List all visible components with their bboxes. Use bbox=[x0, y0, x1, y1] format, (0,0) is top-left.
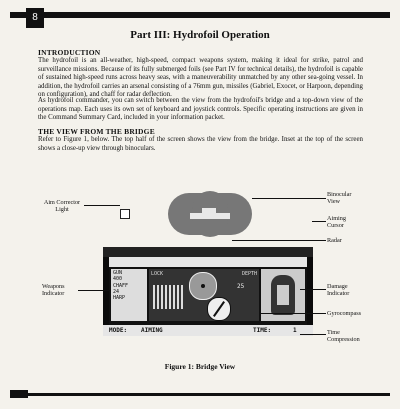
intro-paragraph-2: As hydrofoil commander, you can switch between the view from the hydrofoil's bridge and a top-down view of the operations map. Each uses its own set of keyboard and joystick controls. Specific operating instructions are given in the Command Summary Card, included in your information packet. bbox=[38, 97, 363, 122]
top-rule bbox=[10, 12, 390, 18]
label-weapons-line2: Indicator bbox=[42, 290, 65, 298]
hull-interior bbox=[277, 285, 289, 305]
label-binocular-line1: Binocular bbox=[327, 191, 352, 198]
page-number: 8 bbox=[26, 8, 44, 28]
part-title: Part III: Hydrofoil Operation bbox=[130, 29, 270, 41]
label-aiming-cursor-line1: Aiming bbox=[327, 215, 346, 222]
label-aim-corrector bbox=[40, 199, 84, 213]
horizon-view bbox=[109, 257, 307, 267]
label-gyrocompass: Gyrocompass bbox=[327, 310, 362, 317]
bridge-frame bbox=[103, 247, 313, 257]
bridge-paragraph-1: Refer to Figure 1, below. The top half of the screen shows the view from the bridge. Inset at the top of the screen shows a close-up view through binoculars. bbox=[38, 136, 363, 152]
instrument-panel bbox=[149, 269, 259, 321]
time-value: 1 bbox=[293, 327, 297, 334]
mode-value: AIMING bbox=[141, 327, 163, 334]
label-weapons-line1: Weapons bbox=[42, 283, 65, 290]
label-aim-corrector-line2: Light bbox=[55, 206, 69, 214]
leader-aiming-cursor bbox=[312, 221, 326, 222]
leader-time-compression bbox=[300, 334, 326, 335]
gun-value: 400 bbox=[113, 276, 123, 283]
intro-heading: INTRODUCTION bbox=[38, 48, 101, 57]
lock-label: LOCK bbox=[151, 271, 164, 277]
gyrocompass bbox=[207, 297, 231, 321]
label-aim-corrector-line1: Aim Corrector bbox=[43, 199, 81, 206]
label-weapons bbox=[42, 283, 65, 297]
chaff-value: 24 bbox=[113, 288, 120, 295]
mode-label: MODE: bbox=[109, 327, 128, 334]
label-time-compression-line2: Compression bbox=[327, 336, 360, 344]
bottom-rule-block bbox=[10, 390, 28, 398]
binocular-view bbox=[168, 193, 252, 235]
label-time-compression bbox=[327, 329, 360, 343]
status-bar bbox=[103, 325, 313, 336]
leader-weapons bbox=[78, 290, 110, 291]
leader-binocular bbox=[252, 198, 326, 199]
bridge-heading: THE VIEW FROM THE BRIDGE bbox=[38, 127, 155, 136]
speed-readout: 25 bbox=[237, 283, 245, 290]
gyrocompass-needle bbox=[213, 301, 225, 317]
leader-aim-corrector bbox=[84, 205, 120, 206]
label-aiming-cursor-line2: Cursor bbox=[327, 222, 344, 230]
dashboard bbox=[109, 267, 307, 325]
gun-label: GUN bbox=[113, 270, 123, 276]
radar-blip bbox=[201, 284, 205, 288]
label-binocular bbox=[327, 191, 351, 205]
intro-paragraph-1: The hydrofoil is an all-weather, high-speed, compact weapons system, making it ideal for strike, patrol and surveillance missions. Because of its fully submerged foils (see Part IV for technical details), the hydrofoil is capable of sustained high-speed runs across heavy seas, with a maneuverability unmatched by any other sea-going vessel. In addition, the hydrofoil carries an arsenal consisting of a 76mm gun, missiles (Gabriel, Exocet, or Harpoon, depending on configuration), and chaff for radar deflection. bbox=[38, 57, 363, 99]
leader-gyrocompass bbox=[260, 313, 326, 314]
figure-caption: Figure 1: Bridge View bbox=[164, 362, 236, 371]
leader-damage bbox=[300, 289, 326, 290]
label-binocular-line2: View bbox=[327, 198, 341, 206]
depth-label: DEPTH bbox=[241, 271, 257, 277]
label-damage bbox=[327, 283, 349, 297]
aim-corrector-light bbox=[120, 209, 130, 219]
harp-label: HARP bbox=[113, 295, 126, 302]
label-radar: Radar bbox=[327, 237, 342, 244]
label-time-compression-line1: Time bbox=[327, 329, 340, 336]
chaff-label: CHAFF bbox=[113, 282, 129, 289]
time-label: TIME: bbox=[253, 327, 272, 334]
bottom-rule bbox=[10, 393, 390, 396]
weapons-indicator-panel bbox=[111, 269, 147, 321]
hull-diagram bbox=[271, 275, 295, 315]
label-damage-line1: Damage bbox=[327, 283, 348, 290]
radar-scope bbox=[189, 272, 217, 300]
leader-radar bbox=[232, 240, 326, 241]
fuel-gauge bbox=[153, 285, 183, 309]
label-damage-line2: Indicator bbox=[327, 290, 350, 298]
ship-silhouette bbox=[190, 213, 230, 219]
label-aiming-cursor bbox=[327, 215, 346, 229]
